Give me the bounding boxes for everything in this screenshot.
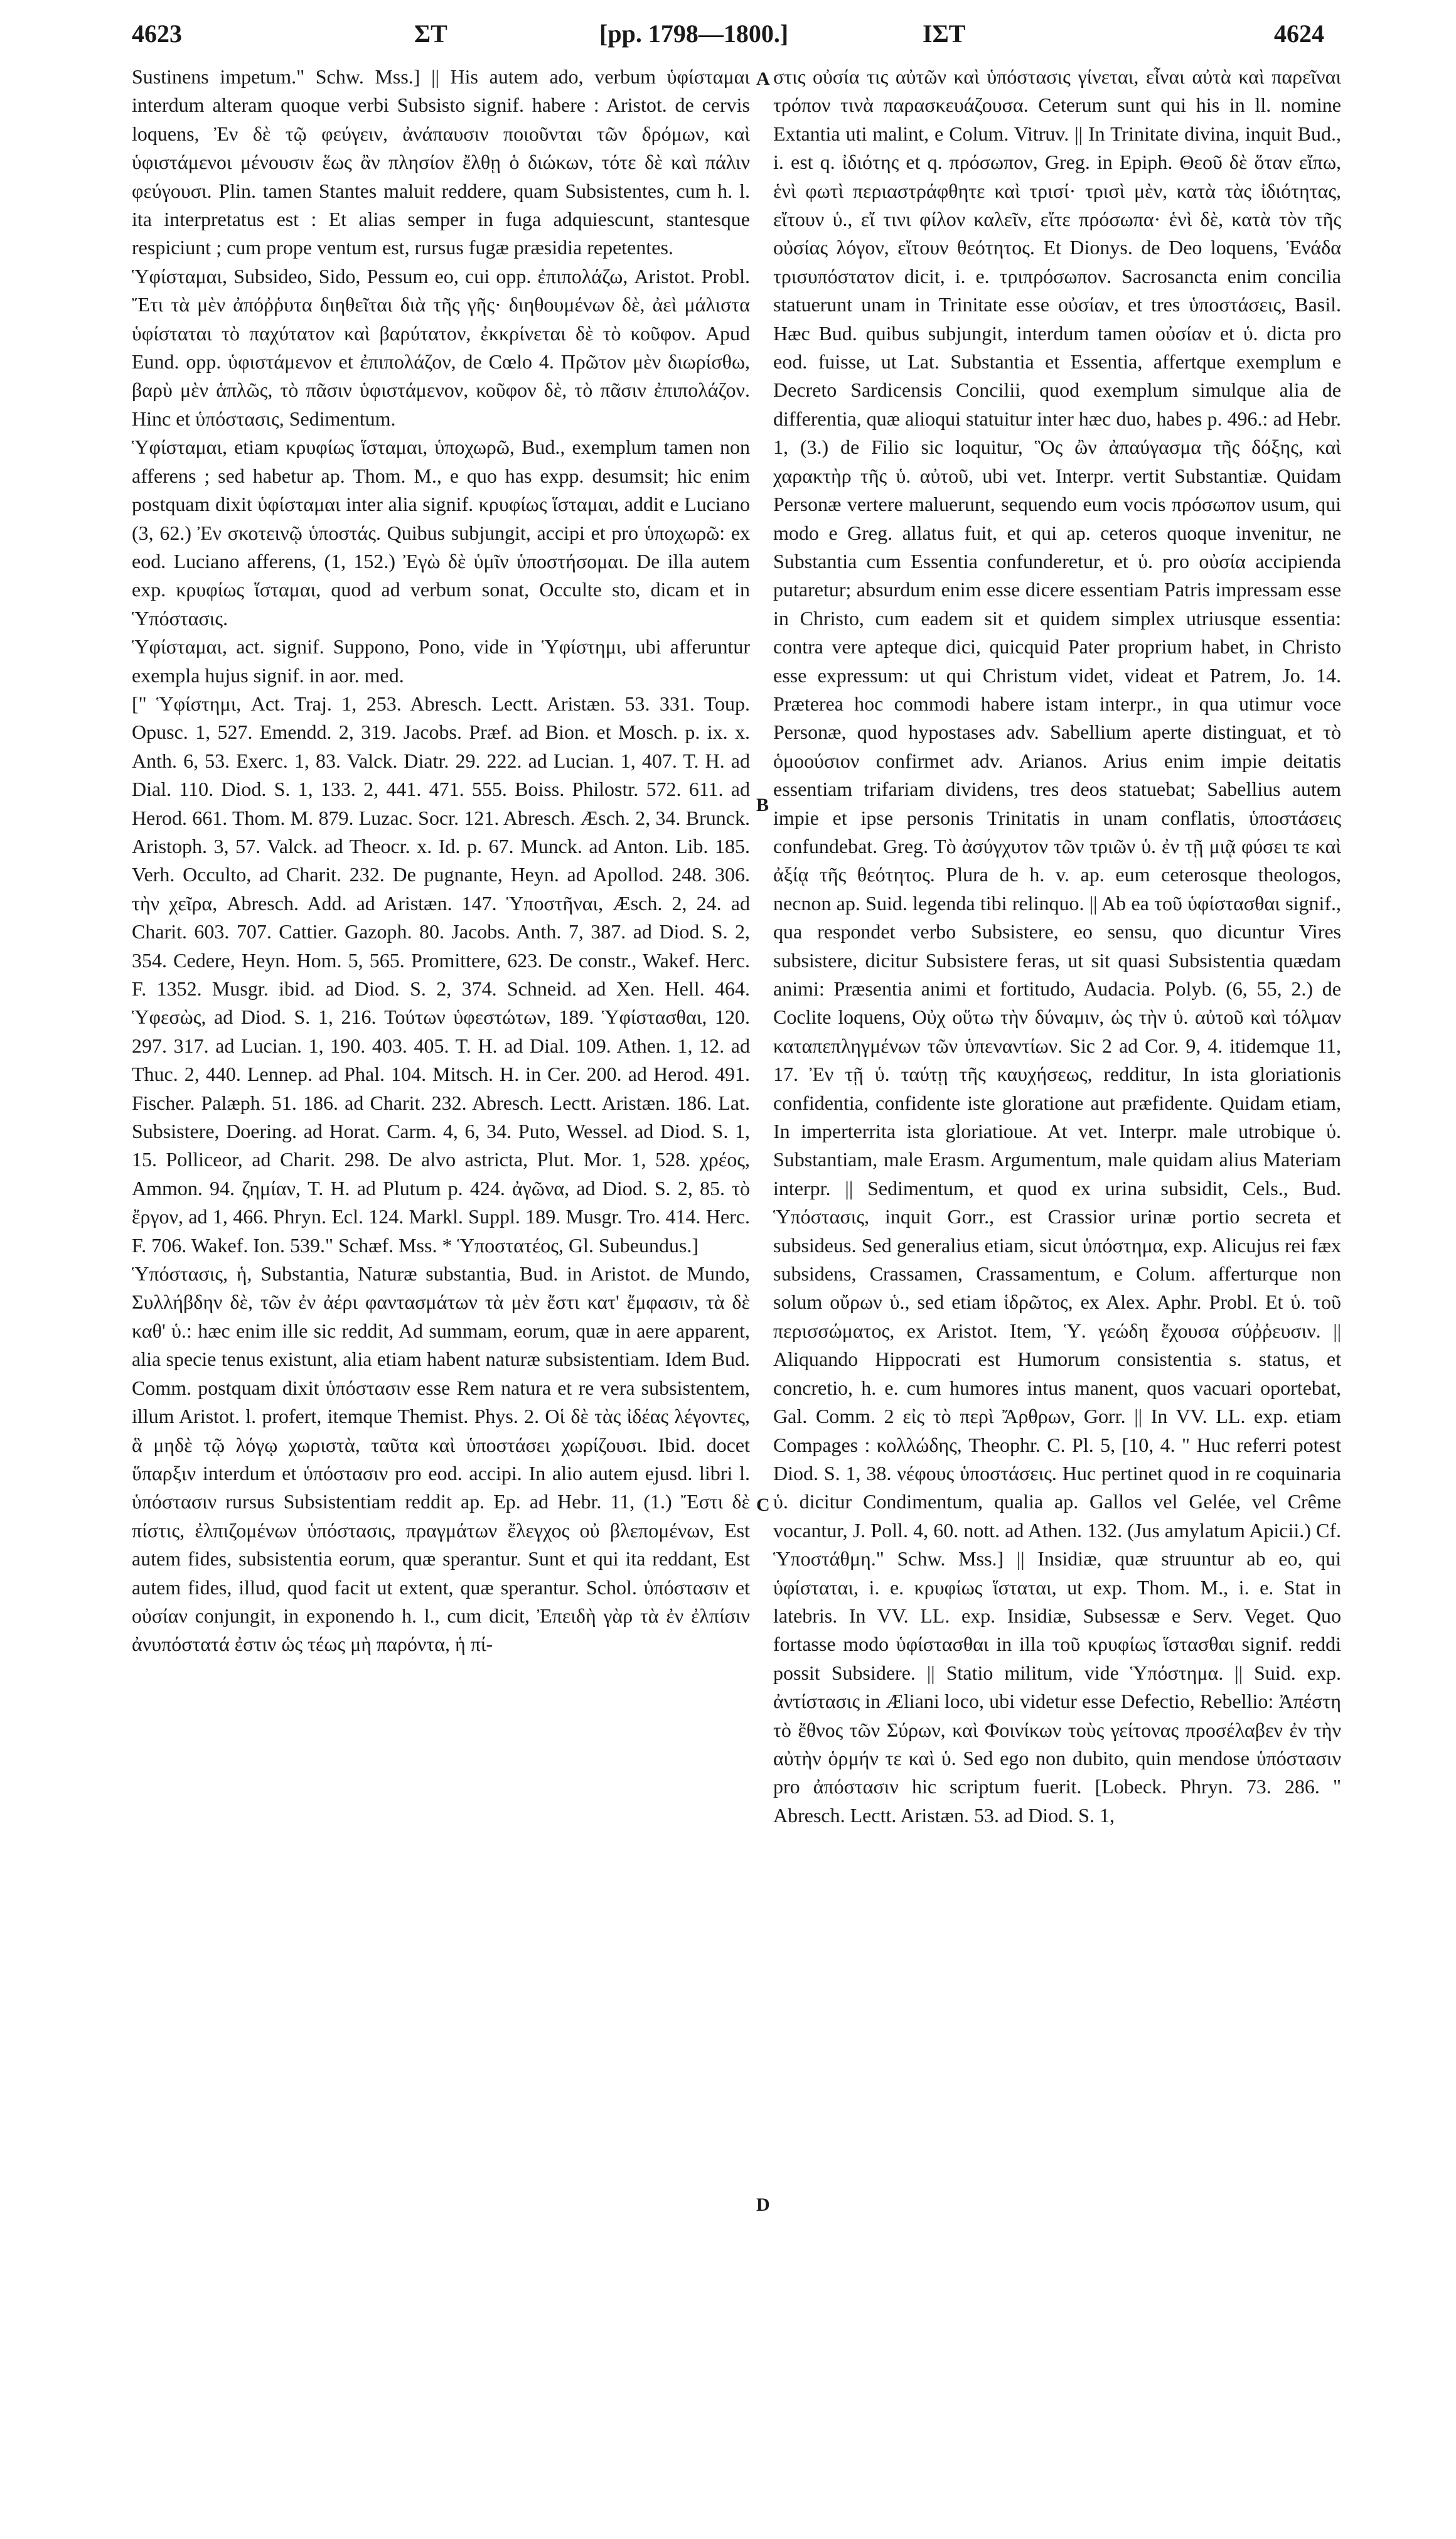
entry-paragraph: στις οὐσία τις αὐτῶν καὶ ὑπόστασις γίνεται, εἶναι αὐτὰ καὶ παρεῖναι τρόπον τινὰ παρασκευάζουσα. Ceterum sunt qui his in ll. nomine Extantia uti malint, e Colum. Vitruv. || In Trinitate divina, inquit Bud., i. est q. ἰδιότης et q. πρόσωπον, Greg. in Epiph. Θεοῦ δὲ ὅταν εἴπω, ἑνὶ φωτὶ περιαστράφθητε καὶ τρισί· τρισὶ μὲν, κατὰ τὰς ἰδιότητας, εἴτουν ὑ., εἴ τινι φίλον καλεῖν, εἴτε πρόσωπα· ἑνὶ δὲ, κατὰ τὸν τῆς οὐσίας λόγον, εἴτουν θεότητος. Et Dionys. de Deo loquens, Ἑνάδα τρισυπόστατον dicit, i. e. τριπρόσωπον. Sacrosancta enim concilia statuerunt unam in Trinitate esse οὐσίαν, et tres ὑποστάσεις, Basil. Hæc Bud. quibus subjungit, interdum tamen οὐσίαν et ὑ. dicta pro eod. fuisse, ut Lat. Substantia et Essentia, affertque exemplum e Decreto Sardicensis Concilii, quod exemplum simulque alia de differentia, quæ alioqui statuitur inter hæc duo, habes p. 496.: ad Hebr. 1, (3.) de Filio sic loquitur, Ὃς ὢν ἀπαύγασμα τῆς δόξης, καὶ χαρακτὴρ τῆς ὑ. αὐτοῦ, ubi vet. Interpr. vertit Substantiæ. Quidam Personæ vertere maluerunt, sequendo eum vocis πρόσωπον usum, qui modo e Greg. allatus fuit, et qui ap. ceteros quoque invenitur, ne Substantia cum Essentia confunderetur, et ὑ. pro οὐσία accipienda putaretur; absurdum enim esse dicere essentiam Patris impressam esse in Christo, cum eadem sit et quidem simplex utriusque essentia: contra vere apteque dici, quicquid Pater proprium habet, in Christo esse expressum: ut qui Christum videt, videat et Patrem, Jo. 14. Præterea hoc commodi habere istam interpr., in qua utimur voce Personæ, quod hypostases adv. Sabellium aperte distinguat, et τὸ ὁμοούσιον confirmet adv. Arianos. Arius enim impie deitatis essentiam trifariam dividens, tres deos statuebat; Sabellius autem impie et ipse personis Trinitatis in unam conflatis, ὑποστάσεις confundebat. Greg. Τὸ ἀσύγχυτον τῶν τριῶν ὑ. ἐν τῇ μιᾷ φύσει τε καὶ ἀξίᾳ τῆς θεότητος. Plura de h. v. ap. eum ceterosque theologos, necnon ap. Suid. legenda tibi relinquo. || Ab ea τοῦ ὑφίστασθαι signif., qua respondet verbo Subsistere, eo sensu, quo dicuntur Vires subsistere, dicitur Subsistere feras, ut sit quasi Subsistentia quædam animi: Præsentia animi et fortitudo, Audacia. Polyb. (6, 55, 2.) de Coclite loquens, Οὐχ οὕτω τὴν δύναμιν, ὡς τὴν ὑ. αὐτοῦ καὶ τόλμαν καταπεπληγμένων τῶν ὑπεναντίων. Sic 2 ad Cor. 9, 4. itidemque 11, 17. Ἐν τῇ ὑ. ταύτῃ τῆς καυχήσεως, redditur, In ista gloriationis confidentia, confidente iste gloratione aut præfidente. Quidam etiam, In imperterrita ista gloriatioue. At vet. Interpr. male utrobique ὑ. Substantiam, male Erasm. Argumentum, male quidam alius Materiam interpr. || Sedimentum, et quod ex urina subsidit, Cels., Bud. Ὑπόστασις, inquit Gorr., est Crassior urinæ portio secreta et subsideus. Sed generalius etiam, sicut ὑπόστημα, exp. Alicujus rei fæx subsidens, Crassamen, Crassamentum, e Colum. afferturque non solum οὔρων ὑ., sed etiam ἱδρῶτος, ex Alex. Aphr. Probl. Et ὑ. τοῦ περισσώματος, ex Aristot. Item, Ὑ. γεώδη ἔχουσα σύῤῥευσιν. || Aliquando Hippocrati est Humorum consistentia s. status, et concretio, h. e. cum humores intus manent, quos vacuari oportebat, Gal. Comm. 2 εἰς τὸ περὶ Ἄρθρων, Gorr. || In VV. LL. exp. etiam Compages : κολλώδης, Theophr. C. Pl. 5, [10, 4. " Huc referri potest Diod. S. 1, 38. νέφους ὑποστάσεις. Huc pertinet quod in re coquinaria ὑ. dicitur Condimentum, qualia ap. Gallos vel Gelée, vel Crême vocantur, J. Poll. 4, 60. nott. ad Athen. 132. (Jus amylatum Apicii.) Cf. Ὑποστάθμη." Schw. Mss.] || Insidiæ, quæ struuntur ab eo, qui ὑφίσταται, i. e. κρυφίως ἵσταται, ut exp. Thom. M., i. e. Stat in latebris. In VV. LL. exp. Insidiæ, Subsessæ e Serv. Veget. Quo fortasse modo ὑφίστασθαι in illa τοῦ κρυφίως ἵστασθαι signif. reddi possit Subsidere. || Statio militum, vide Ὑπόστημα. || Suid. exp. ἀντίστασις in Æliani loco, ubi videtur esse Defectio, Rebellio: Ἀπέστη τὸ ἔθνος τῶν Σύρων, καὶ Φοινίκων τοὺς γείτονας προσέλαβεν ἐν τὴν αὐτὴν ὁρμήν τε καὶ ὑ. Sed ego non dubito, quin mendose ὑπόστασιν pro ἀπόστασιν hic scriptum fuerit. [Lobeck. Phryn. 73. 286. " Abresch. Lectt. Aristæn. 53. ad Diod. S. 1, — [773, 65, 1341, 1827]
entry-paragraph: Ὑφίσταμαι, Subsideo, Sido, Pessum eo, cui opp. ἐπιπολάζω, Aristot. Probl. Ἔτι τὰ μὲν ἀπόῤῥυτα διηθεῖται διὰ τῆς γῆς· διηθουμένων δὲ, ἀεὶ μάλιστα ὑφίσταται τὸ παχύτατον καὶ βαρύτατον, ἐκκρίνεται δὲ τὸ κοῦφον. Apud Eund. opp. ὑφιστάμενον et ἐπιπολάζον, de Cœlo 4. Πρῶτον μὲν διωρίσθω, βαρὺ μὲν ἁπλῶς, τὸ πᾶσιν ὑφιστάμενον, κοῦφον δὲ, τὸ πᾶσιν ἐπιπολάζον. Hinc et ὑπόστασις, Sedimentum. — [132, 264, 750, 430]
column-marker-b: B — [756, 795, 769, 815]
left-column — [132, 63, 750, 2511]
entry-paragraph: Sustinens impetum." Schw. Mss.] || His autem ado, verbum ὑφίσταμαι interdum alteram quoque verbi Subsisto signif. habere : Aristot. de cervis loquens, Ἐν δὲ τῷ φεύγειν, ἀνάπαυσιν ποιοῦνται τῶν δρόμων, καὶ ὑφιστάμενοι μένουσιν ἕως ἂν πλησίον ἔλθῃ ὁ διώκων, τότε δὲ καὶ πάλιν φεύγουσι. Plin. tamen Stantes maluit reddere, quam Subsistentes, cum h. l. ita interpretatus est : Et alias semper in fuga adquiescunt, stantesque respiciunt ; cum prope ventum est, rursus fugæ præsidia repetentes. — [132, 65, 750, 259]
right-running-head: ΙΣΤ — [923, 19, 966, 48]
entry-paragraph: Ὑφίσταμαι, etiam κρυφίως ἵσταμαι, ὑποχωρῶ, Bud., exemplum tamen non afferens ; sed habetur ap. Thom. M., e quo has expp. desumsit; hic enim postquam dixit ὑφίσταμαι inter alia signif. κρυφίως ἵσταμαι, addit e Luciano (3, 62.) Ἐν σκοτεινῷ ὑποστάς. Quibus subjungit, accipi et pro ὑποχωρῶ: ex eod. Luciano afferens, (1, 152.) Ἐγὼ δὲ ὑμῖν ὑποστήσομαι. De illa autem exp. κρυφίως ἵσταμαι, quod ad verbum sonat, Occulte sto, dicam et in Ὑπόστασις. — [132, 436, 750, 630]
right-page-number: 4624 — [1274, 19, 1324, 48]
column-marker-a: A — [756, 68, 770, 89]
column-marker-d: D — [756, 2194, 770, 2215]
column-marker-c: C — [756, 1495, 770, 1515]
right-column — [773, 63, 1341, 2511]
left-running-head: ΣΤ — [414, 19, 447, 48]
entry-paragraph: [" Ὑφίστημι, Act. Traj. 1, 253. Abresch. Lectt. Aristæn. 53. 331. Toup. Opusc. 1, 527. Emendd. 2, 319. Jacobs. Præf. ad Bion. et Mosch. p. ix. x. Anth. 6, 53. Exerc. 1, 83. Valck. Diatr. 29. 222. ad Lucian. 1, 407. T. H. ad Dial. 110. Diod. S. 1, 133. 2, 441. 471. 555. Boiss. Philostr. 572. 611. ad Herod. 661. Thom. M. 879. Luzac. Socr. 121. Abresch. Æsch. 2, 34. Brunck. Aristoph. 3, 57. Valck. ad Theocr. x. Id. p. 67. Munck. ad Anton. Lib. 185. Verh. Occulto, ad Charit. 232. De pugnante, Heyn. ad Apollod. 248. 306. τὴν χεῖρα, Abresch. Add. ad Aristæn. 147. Ὑποστῆναι, Æsch. 2, 24. ad Charit. 603. 707. Cattier. Gazoph. 80. Jacobs. Anth. 7, 387. ad Diod. S. 2, 354. Cedere, Heyn. Hom. 5, 565. Promittere, 623. De constr., Wakef. Herc. F. 1352. Musgr. ibid. ad Diod. S. 2, 374. Schneid. ad Xen. Hell. 464. Ὑφεσὼς, ad Diod. S. 1, 216. Τούτων ὑφεστώτων, 189. Ὑφίστασθαι, 120. 297. 317. ad Lucian. 1, 190. 403. 405. T. H. ad Dial. 109. Athen. 1, 12. ad Thuc. 2, 440. Lennep. ad Phal. 104. Mitsch. H. in Cer. 200. ad Herod. 491. Fischer. Palæph. 51. 186. ad Charit. 232. Abresch. Lectt. Aristæn. 186. Lat. Subsistere, Doering. ad Horat. Carm. 4, 6, 34. Puto, Wessel. ad Diod. S. 1, 15. Polliceor, ad Charit. 298. De alvo astricta, Plut. Mor. 1, 528. χρέος, Ammon. 94. ζημίαν, T. H. ad Plutum p. 424. ἀγῶνα, ad Diod. S. 2, 85. τὸ ἔργον, ad 1, 466. Phryn. Ecl. 124. Markl. Suppl. 189. Musgr. Tro. 414. Herc. F. 706. Wakef. Ion. 539." Schæf. Mss. * Ὑποστατέος, Gl. Subeundus.] — [132, 692, 750, 1257]
entry-paragraph: Ὑφίσταμαι, act. signif. Suppono, Pono, vide in Ὑφίστημι, ubi afferuntur exempla hujus signif. in aor. med. — [132, 635, 750, 687]
page-range: [pp. 1798—1800.] — [599, 19, 789, 48]
entry-paragraph: Ὑπόστασις, ἡ, Substantia, Naturæ substantia, Bud. in Aristot. de Mundo, Συλλήβδην δὲ, τῶν ἐν ἀέρι φαντασμάτων τὰ μὲν ἔστι κατ' ἔμφασιν, τὰ δὲ καθ' ὑ.: hæc enim ille sic reddit, Ad summam, eorum, quæ in aere apparent, alia specie tenus existunt, alia etiam habent naturæ subsistentiam. Idem Bud. Comm. postquam dixit ὑπόστασιν esse Rem natura et re vera subsistentem, illum Aristot. l. profert, itemque Themist. Phys. 2. Οἱ δὲ τὰς ἰδέας λέγοντες, ἃ μηδὲ τῷ λόγῳ χωριστὰ, ταῦτα καὶ ὑποστάσει χωρίζουσι. Ibid. docet ὕπαρξιν interdum et ὑπόστασιν pro eod. accipi. In alio autem ejusd. libri l. ὑπόστασιν rursus Subsistentiam reddit ap. Ep. ad Hebr. 11, (1.) Ἔστι δὲ πίστις, ἐλπιζομένων ὑπόστασις, πραγμάτων ἔλεγχος οὐ βλεπομένων, Est autem fides, subsistentia eorum, quæ sperantur. Sunt et qui ita reddant, Est autem fides, illud, quod facit ut extent, quæ sperantur. Schol. ὑπόστασιν et οὐσίαν conjungit, in exponendo h. l., cum dicit, Ἐπειδὴ γὰρ τὰ ἐν ἐλπίσιν ἀνυπόστατά ἐστιν ὡς τέως μὴ παρόντα, ἡ πί- — [132, 1262, 750, 1656]
left-page-number: 4623 — [132, 19, 182, 48]
